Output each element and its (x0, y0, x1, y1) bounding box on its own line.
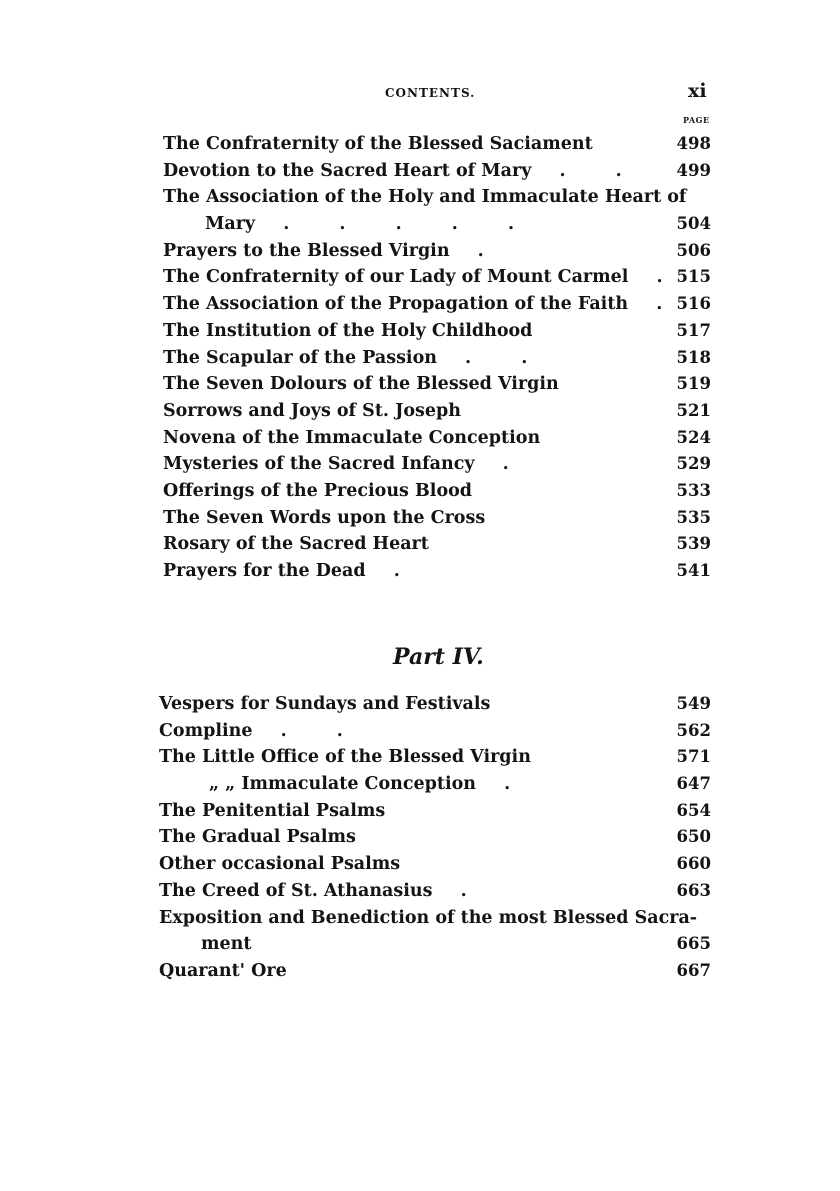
toc-entry-title: ment (201, 934, 252, 955)
toc-entry-page: 535 (676, 507, 711, 527)
toc-entry-page: 519 (676, 374, 711, 394)
toc-entry (163, 531, 711, 558)
toc-entry-title: Rosary of the Sacred Heart (163, 534, 429, 555)
toc-entry-page: 504 (676, 214, 711, 234)
toc-entry-title: The Creed of St. Athanasius . (159, 880, 489, 901)
toc-entry (163, 184, 711, 211)
toc-entry-continuation (159, 931, 711, 958)
toc-entry-title: Exposition and Benediction of the most Blessed Sacra- (159, 907, 698, 928)
toc-entry-page: 650 (676, 827, 711, 847)
page-column-label: PAGE (683, 115, 710, 125)
toc-entry-title: The Confraternity of our Lady of Mount Carmel . (163, 267, 685, 288)
toc-entry-page: 663 (676, 880, 711, 900)
toc-entry-title: Offerings of the Precious Blood (163, 480, 473, 501)
toc-entry (163, 451, 711, 478)
toc-entry-title: „ „ Immaculate Conception . (209, 774, 533, 795)
part-heading: Part IV. (393, 644, 484, 670)
toc-entry-page: 667 (676, 960, 711, 980)
toc-entry (159, 824, 711, 851)
toc-entry (159, 744, 711, 771)
toc-entry-title: The Seven Words upon the Cross (163, 507, 486, 528)
toc-entry-title: Prayers for the Dead . (163, 561, 422, 581)
toc-entry-page: 524 (676, 427, 711, 447)
toc-entry-page: 517 (676, 320, 711, 340)
toc-entry (163, 345, 711, 372)
toc-entry (159, 958, 711, 985)
toc-entry-title: Devotion to the Sacred Heart of Mary . . (163, 160, 644, 181)
toc-entry-page: 665 (676, 934, 711, 954)
toc-entry-title: Compline . . (159, 720, 365, 741)
toc-entry-title: The Gradual Psalms (159, 827, 356, 848)
toc-entry-title: The Scapular of the Passion . . (163, 347, 550, 368)
toc-entry-title: The Confraternity of the Blessed Saciament (163, 134, 593, 154)
toc-entry-title: Novena of the Immaculate Conception (163, 427, 541, 448)
toc-entry-title: The Association of the Holy and Immaculate Heart of (163, 187, 687, 208)
toc-entry (159, 771, 711, 798)
toc-entry-title: Other occasional Psalms (159, 854, 401, 875)
toc-entry (163, 291, 711, 318)
contents-list-part-four (159, 691, 711, 985)
toc-entry-title: The Association of the Propagation of the Faith . (163, 294, 685, 315)
toc-entry-title: The Institution of the Holy Childhood (163, 320, 533, 341)
toc-entry-title: The Little Office of the Blessed Virgin (159, 747, 531, 768)
toc-entry (159, 718, 711, 745)
toc-entry (159, 851, 711, 878)
toc-entry (163, 371, 711, 398)
toc-entry-page: 549 (676, 694, 711, 713)
toc-entry-page: 515 (676, 267, 711, 287)
toc-entry-title: Mysteries of the Sacred Infancy . (163, 454, 531, 475)
toc-entry-continuation (163, 211, 711, 238)
toc-entry-page: 498 (676, 134, 711, 153)
toc-entry-page: 541 (676, 561, 711, 580)
toc-entry-page: 516 (676, 294, 711, 314)
toc-entry-page: 506 (676, 240, 711, 260)
toc-entry-title: Sorrows and Joys of St. Joseph (163, 400, 461, 421)
toc-entry (159, 905, 711, 932)
toc-entry (159, 691, 711, 718)
toc-entry-page: 562 (676, 720, 711, 740)
toc-entry-page: 529 (676, 454, 711, 474)
toc-entry-title: Quarant' Ore (159, 960, 287, 981)
toc-entry-page: 539 (676, 534, 711, 554)
toc-entry-page: 499 (676, 160, 711, 180)
toc-entry-page: 647 (676, 774, 711, 794)
toc-entry-page: 654 (676, 800, 711, 820)
toc-entry-title: Prayers to the Blessed Virgin . (163, 240, 506, 261)
toc-entry (163, 425, 711, 452)
contents-list-section-one (163, 131, 711, 585)
toc-entry-title: The Seven Dolours of the Blessed Virgin (163, 374, 559, 395)
toc-entry (159, 878, 711, 905)
toc-entry (163, 505, 711, 532)
toc-entry-page: 521 (676, 400, 711, 420)
toc-entry (163, 318, 711, 345)
toc-entry-title: Vespers for Sundays and Festivals (159, 694, 491, 714)
toc-entry (163, 398, 711, 425)
toc-entry-title: Mary . . . . . (205, 214, 537, 235)
toc-entry (159, 798, 711, 825)
toc-entry-page: 533 (676, 480, 711, 500)
toc-entry (163, 238, 711, 265)
toc-entry-page: 660 (676, 854, 711, 874)
toc-entry (163, 558, 711, 585)
page-number: xi (688, 80, 707, 102)
toc-entry (163, 264, 711, 291)
toc-entry-title: The Penitential Psalms (159, 800, 386, 821)
toc-entry-page: 571 (676, 747, 711, 767)
toc-entry (163, 131, 711, 158)
toc-entry (163, 478, 711, 505)
toc-entry (163, 158, 711, 185)
running-head: CONTENTS. (385, 86, 476, 100)
toc-entry-page: 518 (676, 347, 711, 367)
